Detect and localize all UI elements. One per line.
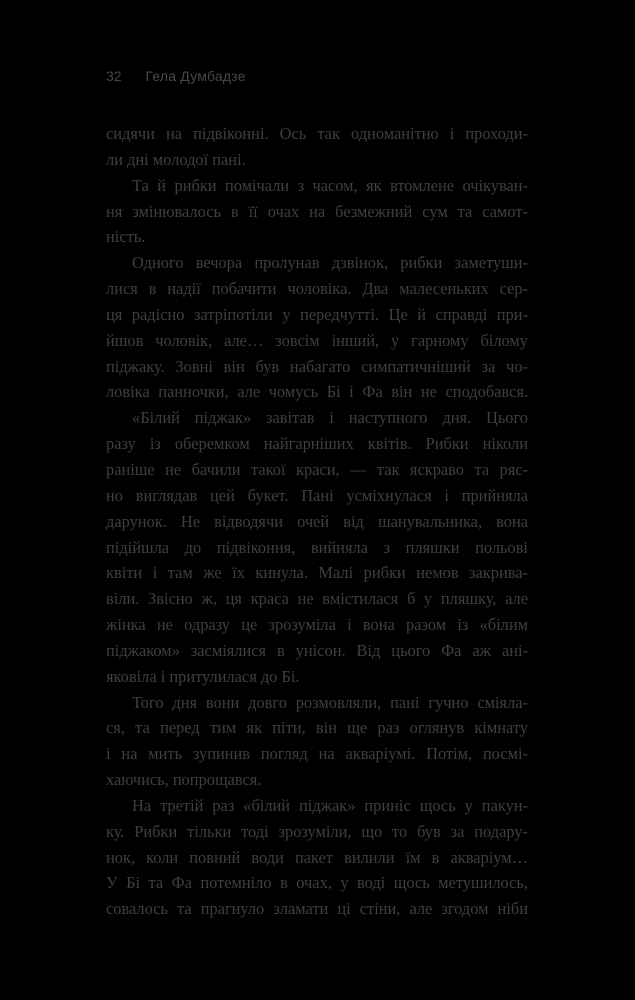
text-line: нок, коли повний води пакет вилили їм в акваріум… xyxy=(106,847,528,867)
text-line: сидячи на підвіконні. Ось так одноманітно і проходи- xyxy=(106,124,528,143)
text-line: яковіла і притулилася до Бі. xyxy=(106,666,300,686)
text-line: підійшла до підвіконня, вийняла з пляшки польові xyxy=(106,537,528,557)
running-header xyxy=(106,68,246,88)
text-line: ловіка панночки, але чомусь Бі і Фа він не сподобався. xyxy=(106,382,528,402)
text-line: жінка не одразу це зрозуміла і вона разом із «білим xyxy=(106,615,528,635)
text-line: ку. Рибки тільки тоді зрозуміли, що то був за подару- xyxy=(106,821,528,841)
text-line: совалось та прагнуло зламати ці стіни, але згодом ніби xyxy=(106,899,528,919)
text-line: но виглядав цей букет. Пані усміхнулася і прийняла xyxy=(106,485,528,505)
text-line: разу із оберемком найгарніших квітів. Рибки ніколи xyxy=(106,434,528,454)
text-line: ність. xyxy=(106,227,146,247)
text-line: квіти і там же їх кинула. Малі рибки немов закрива- xyxy=(106,563,528,583)
running-header-author: Гела Думбадзе xyxy=(145,68,246,84)
text-line: раніше не бачили такої краси, — так яскраво та ряс- xyxy=(106,459,528,479)
text-line: йшов чоловік, але… зовсім інший, у гарному білому xyxy=(106,330,528,350)
text-line: лися в надії побачити чоловіка. Два малесеньких сер- xyxy=(106,279,528,299)
text-line: віли. Звісно ж, ця краса не вмістилася б у пляшку, але xyxy=(106,589,528,609)
text-line: У Бі та Фа потемніло в очах, у воді щось метушилось, xyxy=(106,873,528,893)
text-line: дарунок. Не відводячи очей від шанувальника, вона xyxy=(106,511,528,531)
body-text xyxy=(106,121,528,922)
text-line: Одного вечора пролунав дзвінок, рибки заметуши- xyxy=(132,253,528,273)
page-number: 32 xyxy=(106,68,122,84)
text-line: На третій раз «білий піджак» приніс щось у пакун- xyxy=(132,795,528,815)
text-line: ли дні молодої пані. xyxy=(106,149,246,169)
text-line: ня змінювалось в її очах на безмежний сум та самот- xyxy=(106,201,528,221)
text-line: піджаку. Зовні він був набагато симпатичніший за чо- xyxy=(106,356,528,376)
text-line: хаючись, попрощався. xyxy=(106,770,262,790)
text-line: піджаком» засміялися в унісон. Від цього Фа аж ані- xyxy=(106,640,528,660)
text-line: Того дня вони довго розмовляли, пані гучно сміяла- xyxy=(132,692,528,712)
text-line: ця радісно затріпотіли у передчутті. Це й справді при- xyxy=(106,304,528,324)
text-line: ся, та перед тим як піти, він ще раз оглянув кімнату xyxy=(106,718,528,738)
text-line: і на мить зупинив погляд на акваріумі. Потім, посмі- xyxy=(106,744,528,764)
text-line: «Білий піджак» завітав і наступного дня. Цього xyxy=(132,408,528,428)
text-line: Та й рибки помічали з часом, як втомлене очікуван- xyxy=(132,175,528,195)
